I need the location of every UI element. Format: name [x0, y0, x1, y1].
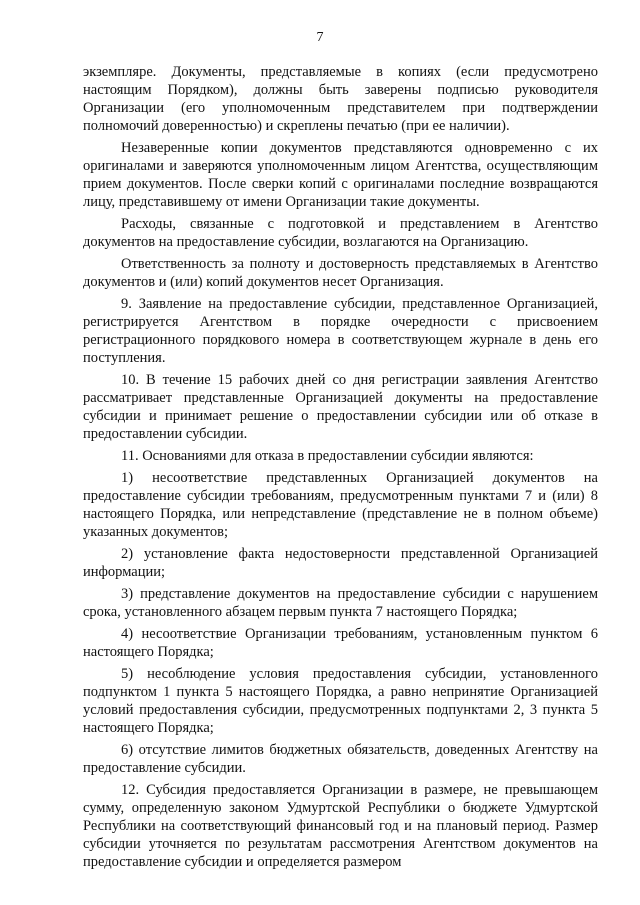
clause-11-item-6: 6) отсутствие лимитов бюджетных обязательств, доведенных Агентству на предоставление субсидии.	[83, 742, 598, 776]
clause-12: 12. Субсидия предоставляется Организации в размере, не превышающем сумму, определенную законом Удмуртской Республики о бюджете Удмуртской Республики на соответствующий финансовый год и на плановый период. Размер субсидии уточняется по результатам рассмотрения Агентством документов на предоставление субсидии и определяется размером	[83, 782, 598, 870]
document-body	[83, 63, 598, 875]
clause-11-item-1: 1) несоответствие представленных Организацией документов на предоставление субсидии требованиям, предусмотренным пунктами 7 и (или) 8 настоящего Порядка, или непредставление (представление не в полном объеме) указанных документов;	[83, 470, 598, 540]
paragraph-responsibility: Ответственность за полноту и достоверность представляемых в Агентство документов и (или) копий документов несет Организация.	[83, 256, 598, 290]
clause-11-item-4: 4) несоответствие Организации требованиям, установленным пунктом 6 настоящего Порядка;	[83, 626, 598, 660]
paragraph-unverified-copies: Незаверенные копии документов представляются одновременно с их оригиналами и заверяются уполномоченным лицом Агентства, осуществляющим прием документов. После сверки копий с оригиналами последние возвращаются лицу, представившему от имени Организации такие документы.	[83, 140, 598, 210]
clause-11: 11. Основаниями для отказа в предоставлении субсидии являются:	[121, 448, 534, 464]
clause-9: 9. Заявление на предоставление субсидии, представленное Организацией, регистрируется Агентством в порядке очередности с присвоением регистрационного порядкового номера в соответствующем журнале в день его поступления.	[83, 296, 598, 366]
paragraph-continuation: экземпляре. Документы, представляемые в копиях (если предусмотрено настоящим Порядком), должны быть заверены подписью руководителя Организации (его уполномоченным представителем при подтверждении полномочий доверенностью) и скреплены печатью (при ее наличии).	[83, 64, 598, 134]
clause-11-item-5: 5) несоблюдение условия предоставления субсидии, установленного подпунктом 1 пункта 5 настоящего Порядка, а равно непринятие Организацией условий предоставления субсидии, предусмотренных подпунктами 2, 3 пункта 5 настоящего Порядка;	[83, 666, 598, 736]
page-number: 7	[316, 30, 324, 45]
clause-10: 10. В течение 15 рабочих дней со дня регистрации заявления Агентство рассматривает представленные Организацией документы на предоставление субсидии и принимает решение о предоставлении субсидии или об отказе в предоставлении субсидии.	[83, 372, 598, 442]
clause-11-item-2: 2) установление факта недостоверности представленной Организацией информации;	[83, 546, 598, 580]
paragraph-expenses: Расходы, связанные с подготовкой и представлением в Агентство документов на предоставление субсидии, возлагаются на Организацию.	[83, 216, 598, 250]
clause-11-item-3: 3) представление документов на предоставление субсидии с нарушением срока, установленного абзацем первым пункта 7 настоящего Порядка;	[83, 586, 598, 620]
